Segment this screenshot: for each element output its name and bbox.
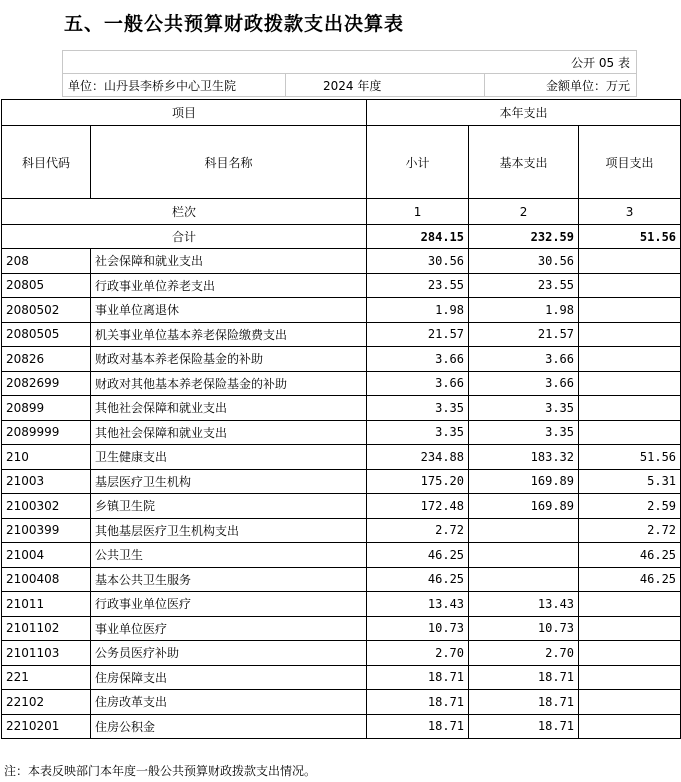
row-basic: 169.89: [469, 469, 579, 494]
row-basic: 169.89: [469, 494, 579, 519]
row-name: 行政事业单位医疗: [91, 592, 367, 617]
row-subtotal: 18.71: [367, 714, 469, 739]
row-subtotal: 234.88: [367, 445, 469, 470]
row-basic: 2.70: [469, 641, 579, 666]
total-label: 合计: [2, 225, 367, 249]
meta-divider: [285, 74, 286, 97]
header-name: 科目名称: [91, 126, 367, 199]
row-code: 2080505: [2, 322, 91, 347]
row-project: 5.31: [579, 469, 681, 494]
table-row: [2, 494, 681, 519]
row-code: 22102: [2, 690, 91, 715]
header-basic: 基本支出: [469, 126, 579, 199]
total-basic: 232.59: [469, 225, 579, 249]
column-number: 3: [579, 199, 681, 225]
form-number: 公开 05 表: [571, 56, 630, 70]
row-project: [579, 592, 681, 617]
row-project: [579, 371, 681, 396]
table-row: [2, 665, 681, 690]
table-row: [2, 249, 681, 274]
meta-row: [63, 73, 636, 97]
row-project: [579, 347, 681, 372]
row-code: 2100302: [2, 494, 91, 519]
row-project: [579, 616, 681, 641]
row-subtotal: 13.43: [367, 592, 469, 617]
row-basic: 1.98: [469, 298, 579, 323]
row-code: 2100408: [2, 567, 91, 592]
row-code: 2101103: [2, 641, 91, 666]
row-code: 2101102: [2, 616, 91, 641]
row-project: [579, 420, 681, 445]
row-subtotal: 18.71: [367, 665, 469, 690]
table-row: [2, 396, 681, 421]
row-name: 乡镇卫生院: [91, 494, 367, 519]
row-basic: 3.66: [469, 371, 579, 396]
row-name: 住房保障支出: [91, 665, 367, 690]
row-basic: 10.73: [469, 616, 579, 641]
row-subtotal: 30.56: [367, 249, 469, 274]
table-row: [2, 420, 681, 445]
row-basic: [469, 543, 579, 568]
row-basic: 30.56: [469, 249, 579, 274]
row-project: 46.25: [579, 543, 681, 568]
row-project: [579, 690, 681, 715]
row-basic: 18.71: [469, 714, 579, 739]
row-name: 基层医疗卫生机构: [91, 469, 367, 494]
row-name: 社会保障和就业支出: [91, 249, 367, 274]
row-project: [579, 665, 681, 690]
row-subtotal: 23.55: [367, 273, 469, 298]
row-basic: 183.32: [469, 445, 579, 470]
table-row: [2, 371, 681, 396]
row-name: 公共卫生: [91, 543, 367, 568]
row-subtotal: 46.25: [367, 567, 469, 592]
row-project: [579, 273, 681, 298]
row-name: 其他社会保障和就业支出: [91, 420, 367, 445]
report-meta: [62, 50, 637, 97]
row-name: 行政事业单位养老支出: [91, 273, 367, 298]
amount-unit: 金额单位：万元: [545, 79, 630, 93]
row-code: 2080502: [2, 298, 91, 323]
row-project: [579, 249, 681, 274]
table-row: [2, 690, 681, 715]
row-basic: 3.35: [469, 396, 579, 421]
row-subtotal: 21.57: [367, 322, 469, 347]
row-basic: [469, 567, 579, 592]
row-name: 住房改革支出: [91, 690, 367, 715]
row-code: 20899: [2, 396, 91, 421]
row-name: 财政对基本养老保险基金的补助: [91, 347, 367, 372]
table-row: [2, 543, 681, 568]
column-label: 栏次: [2, 199, 367, 225]
row-code: 21004: [2, 543, 91, 568]
row-name: 住房公积金: [91, 714, 367, 739]
column-number-row: [2, 199, 681, 225]
row-subtotal: 3.35: [367, 396, 469, 421]
table-row: [2, 347, 681, 372]
row-basic: 3.66: [469, 347, 579, 372]
row-basic: 21.57: [469, 322, 579, 347]
column-number: 1: [367, 199, 469, 225]
row-code: 2082699: [2, 371, 91, 396]
table-row: [2, 298, 681, 323]
header-project-exp: 项目支出: [579, 126, 681, 199]
header-current-year: 本年支出: [367, 100, 681, 126]
row-subtotal: 1.98: [367, 298, 469, 323]
row-code: 20805: [2, 273, 91, 298]
row-name: 其他基层医疗卫生机构支出: [91, 518, 367, 543]
table-row: [2, 445, 681, 470]
row-code: 2100399: [2, 518, 91, 543]
total-project: 51.56: [579, 225, 681, 249]
footnote: 注：本表反映部门本年度一般公共预算财政拨款支出情况。: [4, 764, 317, 778]
row-subtotal: 172.48: [367, 494, 469, 519]
row-name: 机关事业单位基本养老保险缴费支出: [91, 322, 367, 347]
row-code: 221: [2, 665, 91, 690]
table-row: [2, 469, 681, 494]
row-project: 2.72: [579, 518, 681, 543]
row-project: [579, 396, 681, 421]
table-row: [2, 322, 681, 347]
row-code: 2210201: [2, 714, 91, 739]
header-row: [2, 126, 681, 199]
reporting-unit: 单位：山丹县李桥乡中心卫生院: [68, 79, 237, 93]
row-basic: 23.55: [469, 273, 579, 298]
row-name: 事业单位医疗: [91, 616, 367, 641]
table-row: [2, 567, 681, 592]
row-subtotal: 18.71: [367, 690, 469, 715]
row-code: 208: [2, 249, 91, 274]
row-code: 210: [2, 445, 91, 470]
row-name: 其他社会保障和就业支出: [91, 396, 367, 421]
report-year: 2024 年度: [323, 79, 382, 93]
row-subtotal: 3.35: [367, 420, 469, 445]
row-subtotal: 2.72: [367, 518, 469, 543]
total-subtotal: 284.15: [367, 225, 469, 249]
row-project: 46.25: [579, 567, 681, 592]
row-subtotal: 3.66: [367, 371, 469, 396]
row-project: [579, 641, 681, 666]
row-code: 2089999: [2, 420, 91, 445]
row-project: [579, 322, 681, 347]
row-project: [579, 298, 681, 323]
row-name: 基本公共卫生服务: [91, 567, 367, 592]
row-name: 财政对其他基本养老保险基金的补助: [91, 371, 367, 396]
header-project: 项目: [2, 100, 367, 126]
row-code: 21011: [2, 592, 91, 617]
row-name: 事业单位离退休: [91, 298, 367, 323]
row-project: 51.56: [579, 445, 681, 470]
row-basic: 3.35: [469, 420, 579, 445]
row-basic: 13.43: [469, 592, 579, 617]
header-subtotal: 小计: [367, 126, 469, 199]
row-basic: [469, 518, 579, 543]
row-basic: 18.71: [469, 665, 579, 690]
row-subtotal: 175.20: [367, 469, 469, 494]
table-row: [2, 714, 681, 739]
column-number: 2: [469, 199, 579, 225]
row-project: [579, 714, 681, 739]
row-code: 21003: [2, 469, 91, 494]
row-subtotal: 10.73: [367, 616, 469, 641]
table-row: [2, 518, 681, 543]
header-row: [2, 100, 681, 126]
table-row: [2, 273, 681, 298]
row-name: 公务员医疗补助: [91, 641, 367, 666]
table-row: [2, 616, 681, 641]
header-code: 科目代码: [2, 126, 91, 199]
table-row: [2, 592, 681, 617]
row-name: 卫生健康支出: [91, 445, 367, 470]
meta-divider: [484, 74, 485, 97]
row-subtotal: 46.25: [367, 543, 469, 568]
row-basic: 18.71: [469, 690, 579, 715]
row-subtotal: 2.70: [367, 641, 469, 666]
page-title: 五、一般公共预算财政拨款支出决算表: [64, 13, 405, 35]
row-subtotal: 3.66: [367, 347, 469, 372]
total-row: [2, 225, 681, 249]
table-row: [2, 641, 681, 666]
expenditure-table: [1, 99, 681, 739]
row-code: 20826: [2, 347, 91, 372]
row-project: 2.59: [579, 494, 681, 519]
